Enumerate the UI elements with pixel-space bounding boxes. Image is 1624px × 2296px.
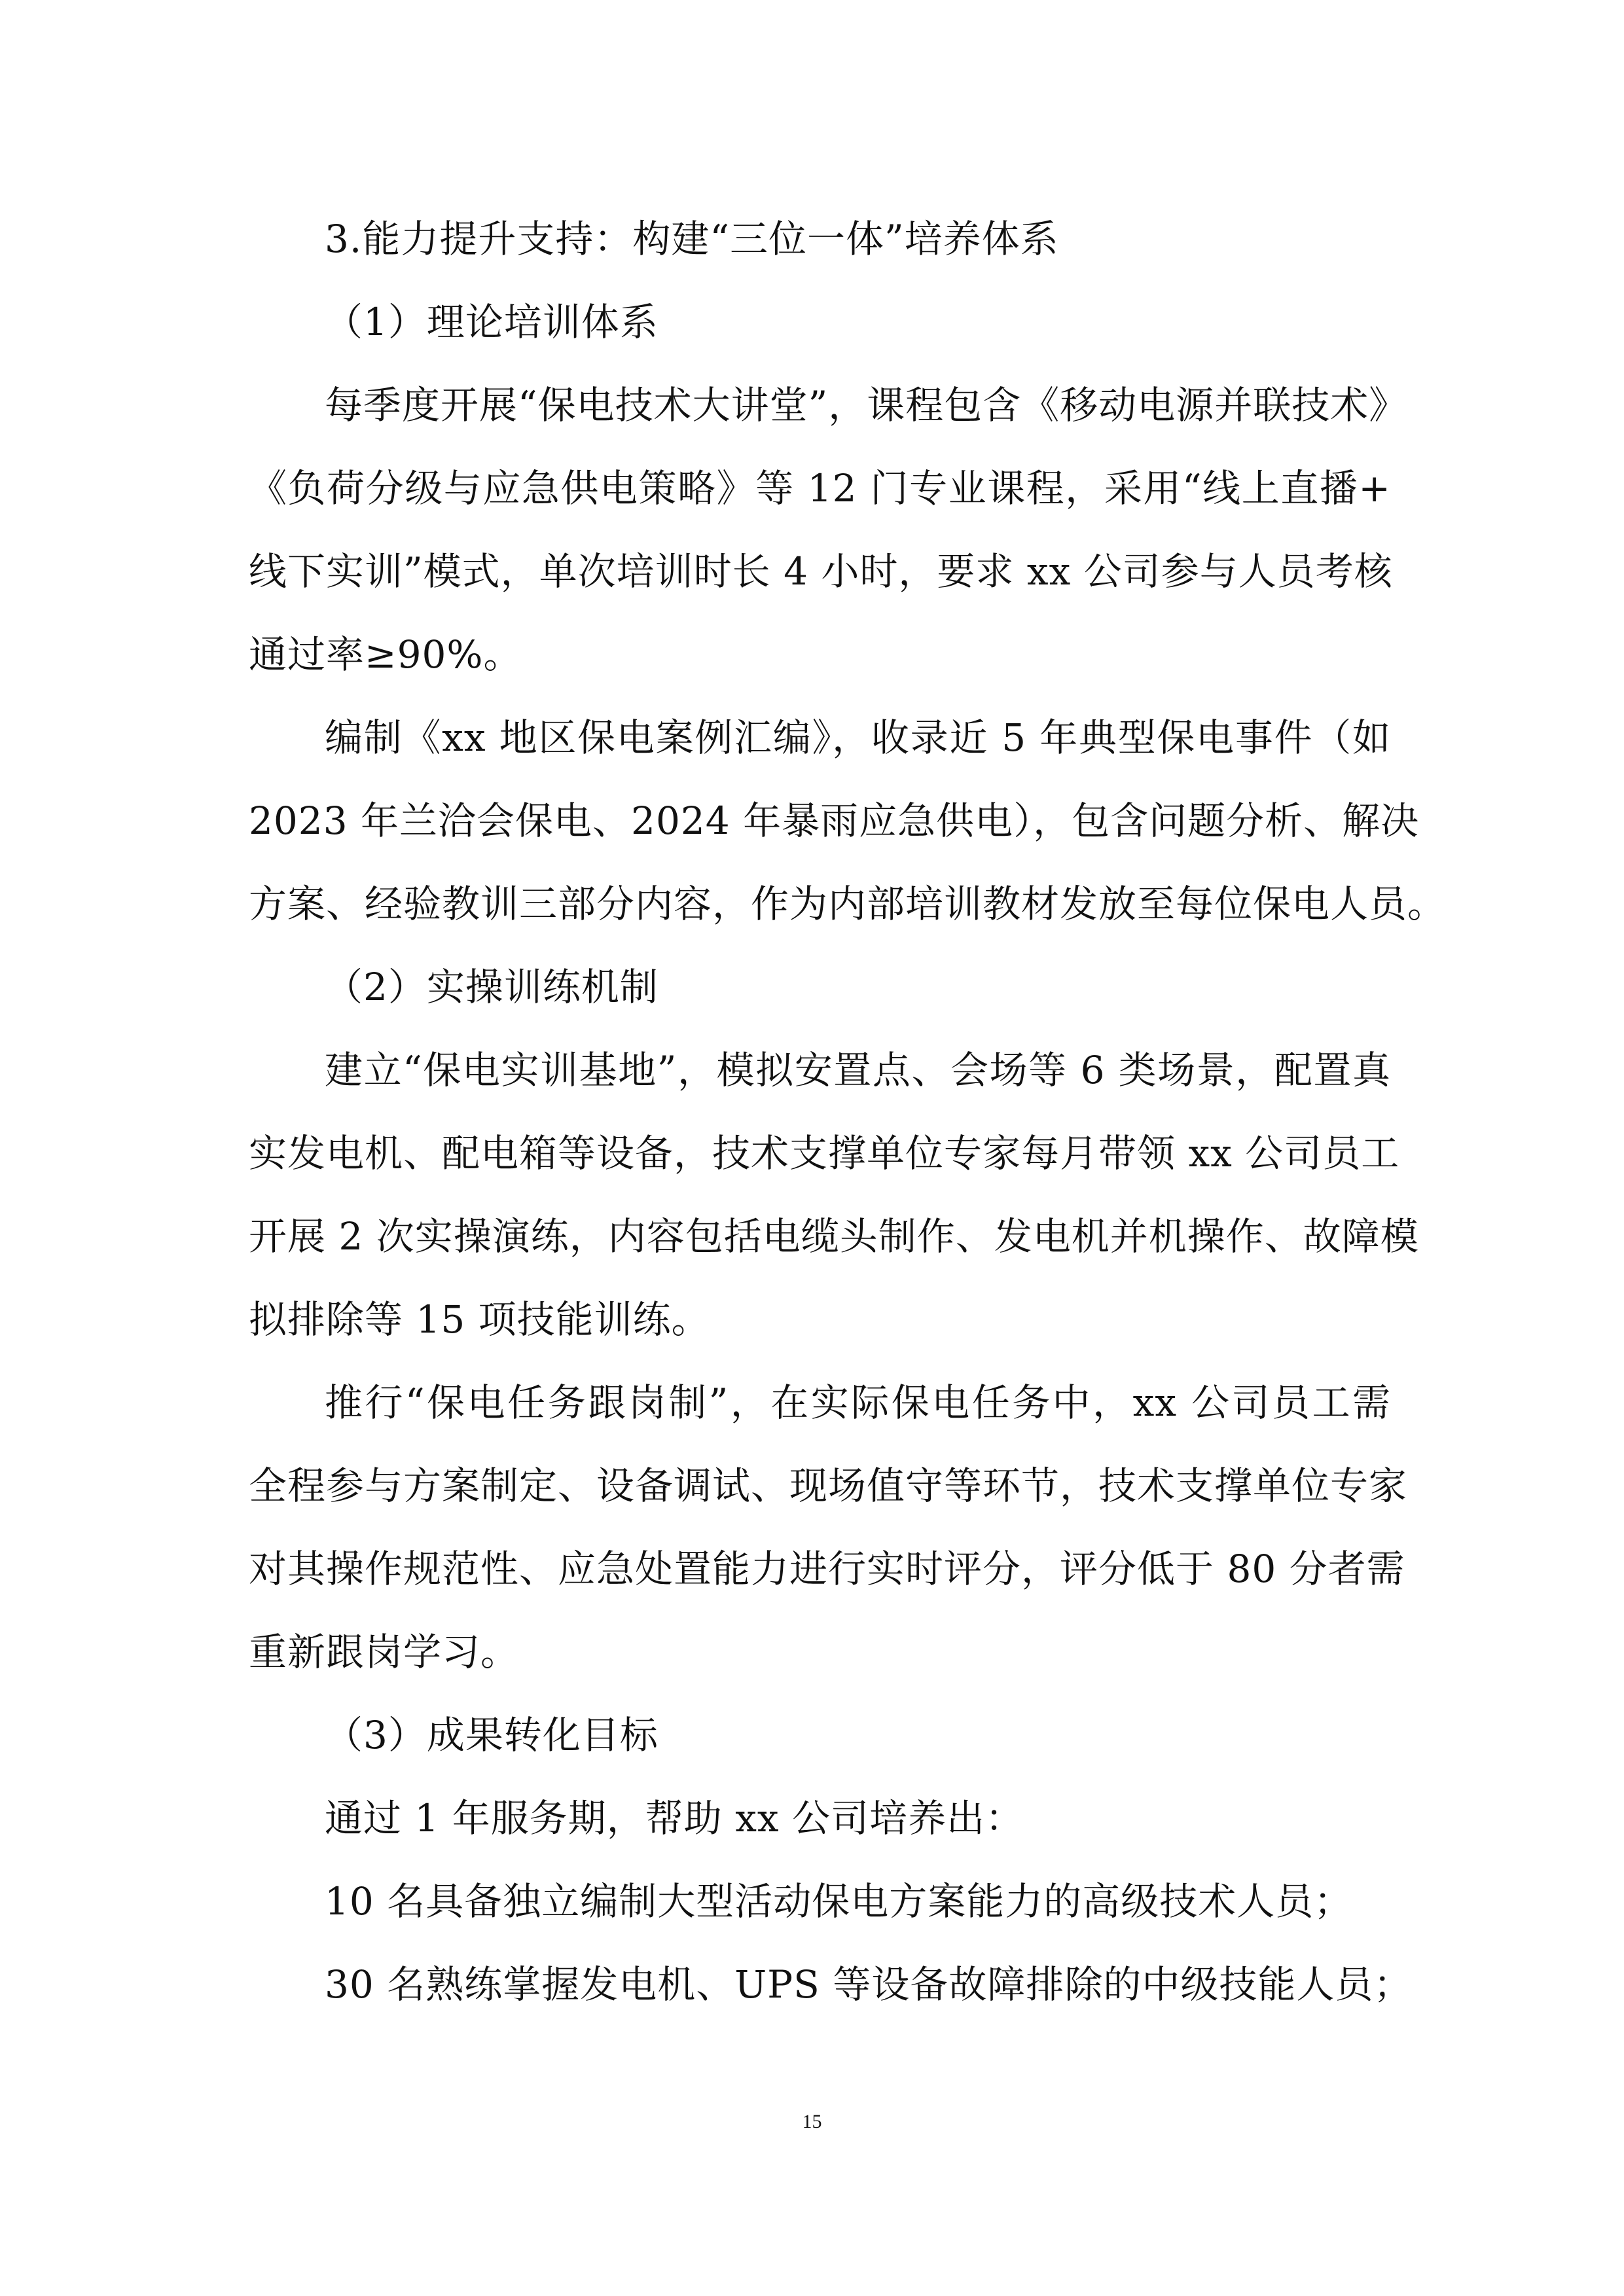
paragraph-line: 《负荷分级与应急供电策略》等 12 门专业课程，采用“线上直播+ <box>249 466 1391 511</box>
subsection-title-theory-training: （1）理论培训体系 <box>325 300 659 344</box>
paragraph-line: 方案、经验教训三部分内容，作为内部培训教材发放至每位保电人员。 <box>249 882 1447 926</box>
paragraph-line: 全程参与方案制定、设备调试、现场值守等环节，技术支撑单位专家 <box>249 1463 1408 1508</box>
page-number: 15 <box>802 2111 822 2132</box>
paragraph-line: 编制《xx 地区保电案例汇编》，收录近 5 年典型保电事件（如 <box>325 715 1391 760</box>
paragraph-line: 拟排除等 15 项技能训练。 <box>249 1297 710 1342</box>
list-item: 10 名具备独立编制大型活动保电方案能力的高级技术人员； <box>325 1879 1353 1924</box>
paragraph-line: 2023 年兰洽会保电、2024 年暴雨应急供电），包含问题分析、解决 <box>249 798 1420 843</box>
page-content <box>249 203 1447 2032</box>
paragraph-line: 对其操作规范性、应急处置能力进行实时评分，评分低于 80 分者需 <box>249 1547 1405 1591</box>
paragraph-line: 推行“保电任务跟岗制”，在实际保电任务中，xx 公司员工需 <box>325 1380 1391 1425</box>
subsection-title-practical-training: （2）实操训练机制 <box>325 965 659 1009</box>
list-item: 30 名熟练掌握发电机、UPS 等设备故障排除的中级技能人员； <box>325 1962 1413 2007</box>
paragraph-line: 线下实训”模式，单次培训时长 4 小时，要求 xx 公司参与人员考核 <box>249 549 1393 594</box>
subsection-title-outcome-targets: （3）成果转化目标 <box>325 1713 659 1757</box>
paragraph-line: 通过率≥90%。 <box>249 632 522 677</box>
section-heading: 3.能力提升支持：构建“三位一体”培养体系 <box>325 217 1059 261</box>
paragraph-line: 建立“保电实训基地”，模拟安置点、会场等 6 类场景，配置真 <box>325 1048 1391 1092</box>
paragraph-line: 开展 2 次实操演练，内容包括电缆头制作、发电机并机操作、故障模 <box>249 1214 1419 1259</box>
paragraph-line: 每季度开展“保电技术大讲堂”，课程包含《移动电源并联技术》 <box>325 383 1408 427</box>
paragraph-line: 通过 1 年服务期，帮助 xx 公司培养出： <box>325 1796 1024 1840</box>
paragraph-line: 重新跟岗学习。 <box>249 1630 520 1674</box>
paragraph-line: 实发电机、配电箱等设备，技术支撑单位专家每月带领 xx 公司员工 <box>249 1131 1400 1175</box>
